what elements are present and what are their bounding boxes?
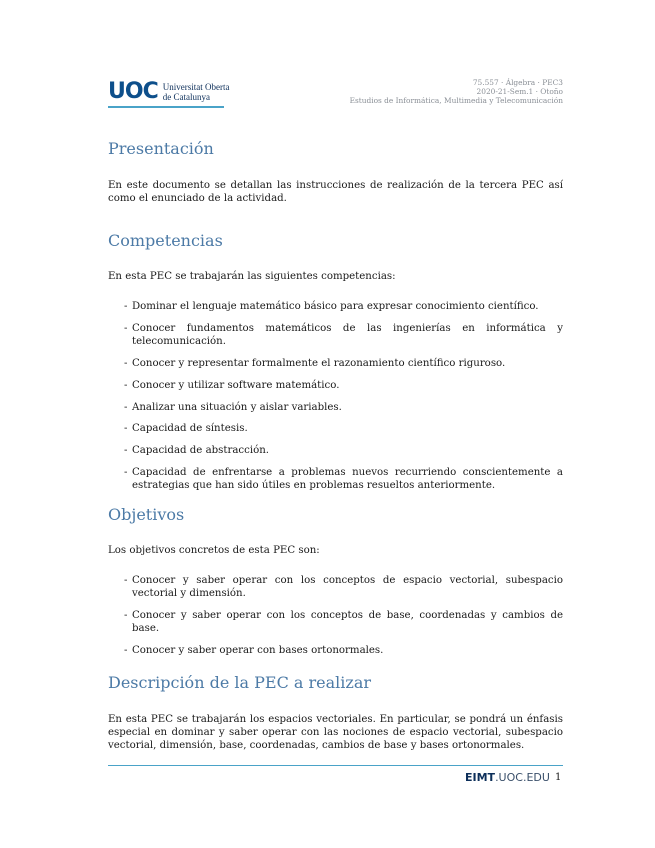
list-item: - Conocer fundamentos matemáticos de las ingenierías en informática y telecomunicación. — [124, 322, 563, 348]
section-competencias — [108, 230, 563, 501]
section-intro: Los objetivos concretos de esta PEC son: — [108, 545, 320, 556]
list-item: - Capacidad de síntesis. — [124, 422, 563, 435]
objetivos-list — [108, 574, 563, 657]
studies-label: Estudios de Informática, Multimedia y Telecomunicación — [349, 96, 563, 105]
section-text: En este documento se detallan las instrucciones de realización de la tercera PEC así como el enunciado de la actividad. — [108, 180, 563, 205]
list-item: - Dominar el lenguaje matemático básico para expresar conocimiento científico. — [124, 300, 563, 313]
page-header — [108, 78, 563, 112]
competencias-list — [108, 300, 563, 492]
page-number: 1 — [555, 772, 562, 783]
section-presentacion — [108, 138, 563, 205]
term-label: 2020-21-Sem.1 · Otoño — [476, 87, 563, 96]
header-info — [350, 78, 563, 105]
footer-brand — [465, 771, 550, 784]
section-title: Descripción de la PEC a realizar — [108, 673, 372, 692]
list-item: - Capacidad de enfrentarse a problemas nuevos recurriendo conscientemente a estrategias que han sido útiles en problemas resueltos anteriormente. — [124, 466, 563, 492]
list-item: - Conocer y saber operar con los conceptos de espacio vectorial, subespacio vectorial y dimensión. — [124, 574, 563, 600]
logo-line-1: Universitat Oberta — [162, 82, 230, 92]
section-text: En esta PEC se trabajarán los espacios vectoriales. En particular, se pondrá un énfasis especial en dominar y saber operar con las nociones de espacio vectorial, subespacio vectorial, dimensión, base, coordenadas, cambios de base y bases ortonormales. — [108, 714, 563, 752]
footer-rule — [108, 765, 563, 766]
list-item: - Capacidad de abstracción. — [124, 444, 563, 457]
logo-underline — [108, 106, 224, 108]
section-title: Competencias — [108, 231, 223, 250]
footer-brand-light: .UOC.EDU — [495, 771, 550, 784]
list-item: - Conocer y saber operar con bases ortonormales. — [124, 644, 563, 657]
footer-brand-bold: EIMT — [465, 771, 496, 784]
list-item: - Conocer y utilizar software matemático. — [124, 379, 563, 392]
section-title: Objetivos — [108, 505, 185, 524]
logo-text — [163, 82, 230, 102]
logo-mark: UOC — [108, 79, 158, 104]
list-item: - Analizar una situación y aislar variables. — [124, 401, 563, 414]
section-intro: En esta PEC se trabajarán las siguientes competencias: — [108, 271, 396, 282]
section-descripcion — [108, 672, 563, 753]
logo-line-2: de Catalunya — [162, 92, 210, 102]
uoc-logo — [108, 80, 229, 104]
section-title: Presentación — [108, 139, 214, 158]
list-item: - Conocer y representar formalmente el razonamiento científico riguroso. — [124, 357, 563, 370]
section-objetivos — [108, 504, 563, 666]
course-label: 75.557 · Álgebra · PEC3 — [472, 78, 563, 87]
list-item: - Conocer y saber operar con los conceptos de base, coordenadas y cambios de base. — [124, 609, 563, 635]
